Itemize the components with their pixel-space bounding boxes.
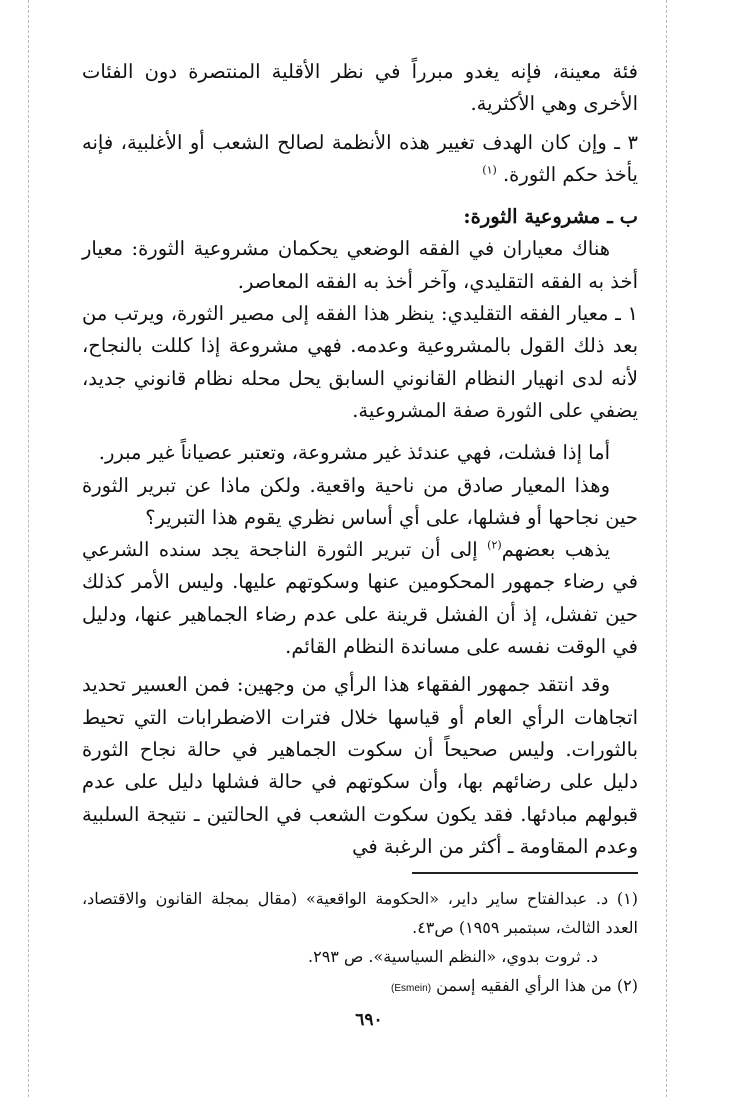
- fold-line-left: [28, 0, 29, 1097]
- footnote-separator: [412, 872, 638, 874]
- paragraph-7: [82, 534, 638, 663]
- paragraph-1: فئة معينة، فإنه يغدو مبرراً في نظر الأقلية المنتصرة دون الفئات الأخرى وهي الأكثرية.: [82, 60, 638, 116]
- paragraph-4: ١ ـ معيار الفقه التقليدي: ينظر هذا الفقه إلى مصير الثورة، ويرتب من بعد ذلك القول بالمشروعية وعدمه. فهي مشروعة إذا كللت بالنجاح، لأنه لدى انهيار النظام القانوني السابق يحل محله نظام قانوني جديد، يضفي على الثورة صفة المشروعية.: [82, 302, 638, 422]
- paragraph-3: هناك معياران في الفقه الوضعي يحكمان مشروعية الثورة: معيار أخذ به الفقه التقليدي، وآخر أخذ به الفقه المعاصر.: [82, 237, 638, 293]
- paragraph-7-start: يذهب بعضهم: [501, 538, 610, 562]
- footnote-2-text: (٢) من هذا الرأي الفقيه إسمن: [436, 976, 638, 995]
- paragraph-5: أما إذا فشلت، فهي عندئذ غير مشروعة، وتعتبر عصياناً غير مبرر.: [98, 441, 610, 465]
- footnote-ref-1: (١): [482, 163, 497, 177]
- footnote-1: (١) د. عبدالفتاح ساير داير، «الحكومة الواقعية» (مقال بمجلة القانون والاقتصاد، العدد الثالث، سبتمبر ١٩٥٩) ص٤٣.: [82, 889, 638, 937]
- footnote-1-continued: د. ثروت بدوي، «النظم السياسية». ص ٢٩٣.: [308, 947, 598, 966]
- footnote-2: [82, 971, 638, 1003]
- section-heading: ب ـ مشروعية الثورة:: [463, 205, 638, 229]
- paragraph-7-rest: إلى أن تبرير الثورة الناجحة يجد سنده الشرعي في رضاء جمهور المحكومين عنها وسكوتهم عليها. وليس الأمر كذلك حين تفشل، إذ أن الفشل قرينة على عدم رضاء الجماهير عنها، ودليل في الوقت نفسه على مساندة النظام القائم.: [82, 538, 638, 659]
- paragraph-6: وهذا المعيار صادق من ناحية واقعية. ولكن ماذا عن تبرير الثورة حين نجاحها أو فشلها، على أي أساس نظري يقوم هذا التبرير؟: [82, 473, 638, 529]
- paragraph-8: وقد انتقد جمهور الفقهاء هذا الرأي من وجهين: فمن العسير تحديد اتجاهات الرأي العام أو قياسها خلال فترات الاضطرابات التي تحيط بالثورات. وليس صحيحاً أن سكوت الجماهير في حالة نجاح الثورة دليل على رضائهم بها، وأن سكوتهم في حالة فشلها دليل على عدم قبولهم مبادئها. فقد يكون سكوت الشعب في الحالتين ـ نتيجة السلبية وعدم المقاومة ـ أكثر من الرغبة في: [82, 673, 638, 858]
- paragraph-2-text: ٣ ـ وإن كان الهدف تغيير هذه الأنظمة لصالح الشعب أو الأغلبية، فإنه يأخذ حكم الثورة.: [82, 130, 638, 186]
- paragraph-2: [82, 127, 638, 192]
- footnote-2-latin: (Esmein): [391, 983, 432, 994]
- footnotes: [82, 884, 638, 1003]
- body-text: [82, 56, 638, 863]
- footnote-ref-2: (٢): [487, 538, 502, 552]
- page-number: ٦٩٠: [355, 1010, 383, 1030]
- fold-line-right: [666, 0, 667, 1097]
